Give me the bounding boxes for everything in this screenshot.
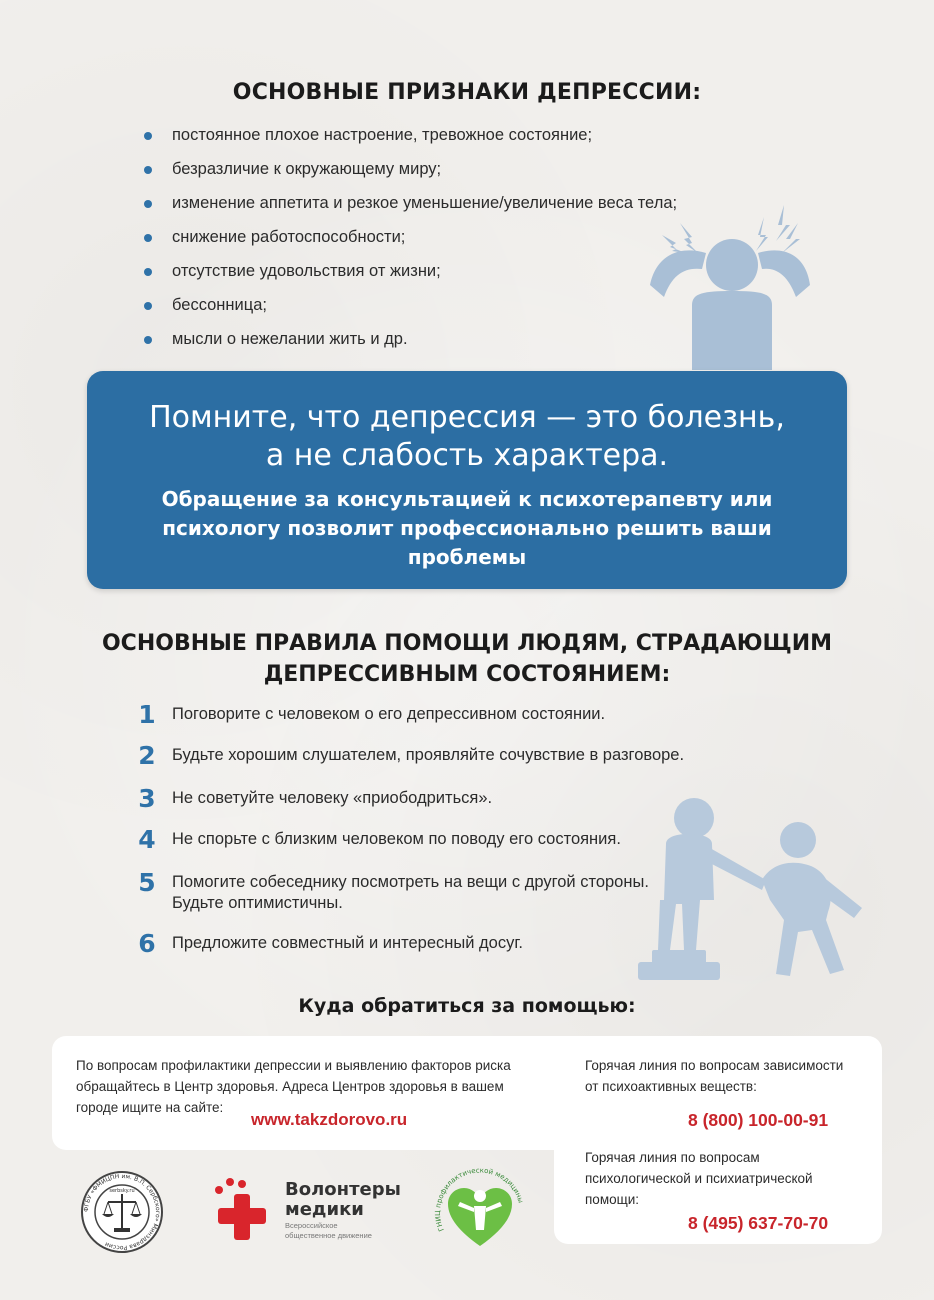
volunteers-line2: медики bbox=[285, 1199, 364, 1220]
list-item: изменение аппетита и резкое уменьшение/увеличение веса тела; bbox=[140, 186, 760, 220]
list-item: бессонница; bbox=[140, 288, 760, 322]
rules-title-line2: ДЕПРЕССИВНЫМ СОСТОЯНИЕМ: bbox=[263, 662, 671, 687]
stressed-person-icon bbox=[640, 195, 820, 375]
hotline-line: от психоактивных веществ: bbox=[585, 1079, 757, 1094]
volunteers-sub-line: Всероссийское bbox=[285, 1221, 338, 1230]
rules-title-line1: ОСНОВНЫЕ ПРАВИЛА ПОМОЩИ ЛЮДЯМ, СТРАДАЮЩИМ bbox=[101, 631, 833, 656]
rule-number: 2 bbox=[138, 741, 156, 770]
hotline-line: помощи: bbox=[585, 1192, 640, 1207]
rule-text-line1: Помогите собеседнику посмотреть на вещи с другой стороны. bbox=[172, 873, 649, 891]
help-title: Куда обратиться за помощью: bbox=[298, 995, 636, 1017]
rule-text bbox=[172, 872, 752, 914]
info-line: городе ищите на сайте: bbox=[76, 1100, 224, 1115]
hotline-psych-phone[interactable]: 8 (495) 637-70-70 bbox=[688, 1213, 829, 1233]
site-link[interactable]: www.takzdorovo.ru bbox=[251, 1110, 408, 1129]
serbsky-logo-icon bbox=[80, 1170, 164, 1254]
rule-text: Не спорьте с близким человеком по поводу его состояния. bbox=[172, 830, 621, 848]
volunteers-sub-line: общественное движение bbox=[285, 1231, 372, 1240]
hotline-line: Горячая линия по вопросам bbox=[585, 1150, 760, 1165]
list-item: постоянное плохое настроение, тревожное состояние; bbox=[140, 118, 760, 152]
info-line: По вопросам профилактики депрессии и выявлению факторов риска bbox=[76, 1058, 511, 1073]
list-item: мысли о нежелании жить и др. bbox=[140, 322, 760, 356]
signs-title: ОСНОВНЫЕ ПРИЗНАКИ ДЕПРЕССИИ: bbox=[232, 80, 702, 105]
banner-line1: Помните, что депрессия — это болезнь, bbox=[149, 400, 785, 435]
rule-text: Будьте хорошим слушателем, проявляйте сочувствие в разговоре. bbox=[172, 746, 685, 764]
rule-number: 6 bbox=[138, 929, 156, 958]
rules-title bbox=[0, 628, 934, 690]
health-center-info bbox=[76, 1055, 546, 1118]
rule-number: 3 bbox=[138, 784, 156, 813]
serbsky-ring-text: ФГБУ «ФМИЦПН им. В.П. Сербского» Минздрава России bbox=[82, 1172, 162, 1252]
hotline-line: Горячая линия по вопросам зависимости bbox=[585, 1058, 844, 1073]
list-item: отсутствие удовольствия от жизни; bbox=[140, 254, 760, 288]
volunteers-cross-icon bbox=[210, 1176, 280, 1244]
rule-text: Поговорите с человеком о его депрессивном состоянии. bbox=[172, 705, 606, 723]
hotline-addiction-label bbox=[585, 1055, 875, 1097]
volunteers-subtitle bbox=[285, 1221, 372, 1241]
gnic-ring-text: ГНИЦ профилактической медицины bbox=[433, 1166, 525, 1233]
rule-text: Не советуйте человеку «приободриться». bbox=[172, 789, 493, 807]
rule-number: 4 bbox=[138, 825, 156, 854]
rule-number: 1 bbox=[138, 700, 156, 729]
gnic-logo-icon bbox=[430, 1160, 530, 1252]
volunteers-line1: Волонтеры bbox=[285, 1179, 401, 1200]
serbsky-site: serbsky.ru bbox=[109, 1188, 135, 1194]
list-item: снижение работоспособности; bbox=[140, 220, 760, 254]
reminder-banner bbox=[87, 371, 847, 589]
banner-line2: а не слабость характера. bbox=[265, 438, 669, 473]
info-line: обращайтесь в Центр здоровья. Адреса Центров здоровья в вашем bbox=[76, 1079, 504, 1094]
rule-text: Предложите совместный и интересный досуг. bbox=[172, 934, 523, 952]
banner-headline bbox=[87, 399, 847, 475]
list-item: безразличие к окружающему миру; bbox=[140, 152, 760, 186]
hotline-psych-label bbox=[585, 1147, 875, 1210]
banner-subtext: Обращение за консультацией к психотерапевту или психологу позволит профессионально решить ваши проблемы bbox=[161, 487, 773, 569]
volunteers-logo-text bbox=[285, 1180, 401, 1220]
rule-text-line2: Будьте оптимистичны. bbox=[172, 894, 343, 912]
rule-number: 5 bbox=[138, 868, 156, 897]
hotline-line: психологической и психиатрической bbox=[585, 1171, 813, 1186]
hotline-addiction-phone[interactable]: 8 (800) 100-00-91 bbox=[688, 1110, 829, 1130]
